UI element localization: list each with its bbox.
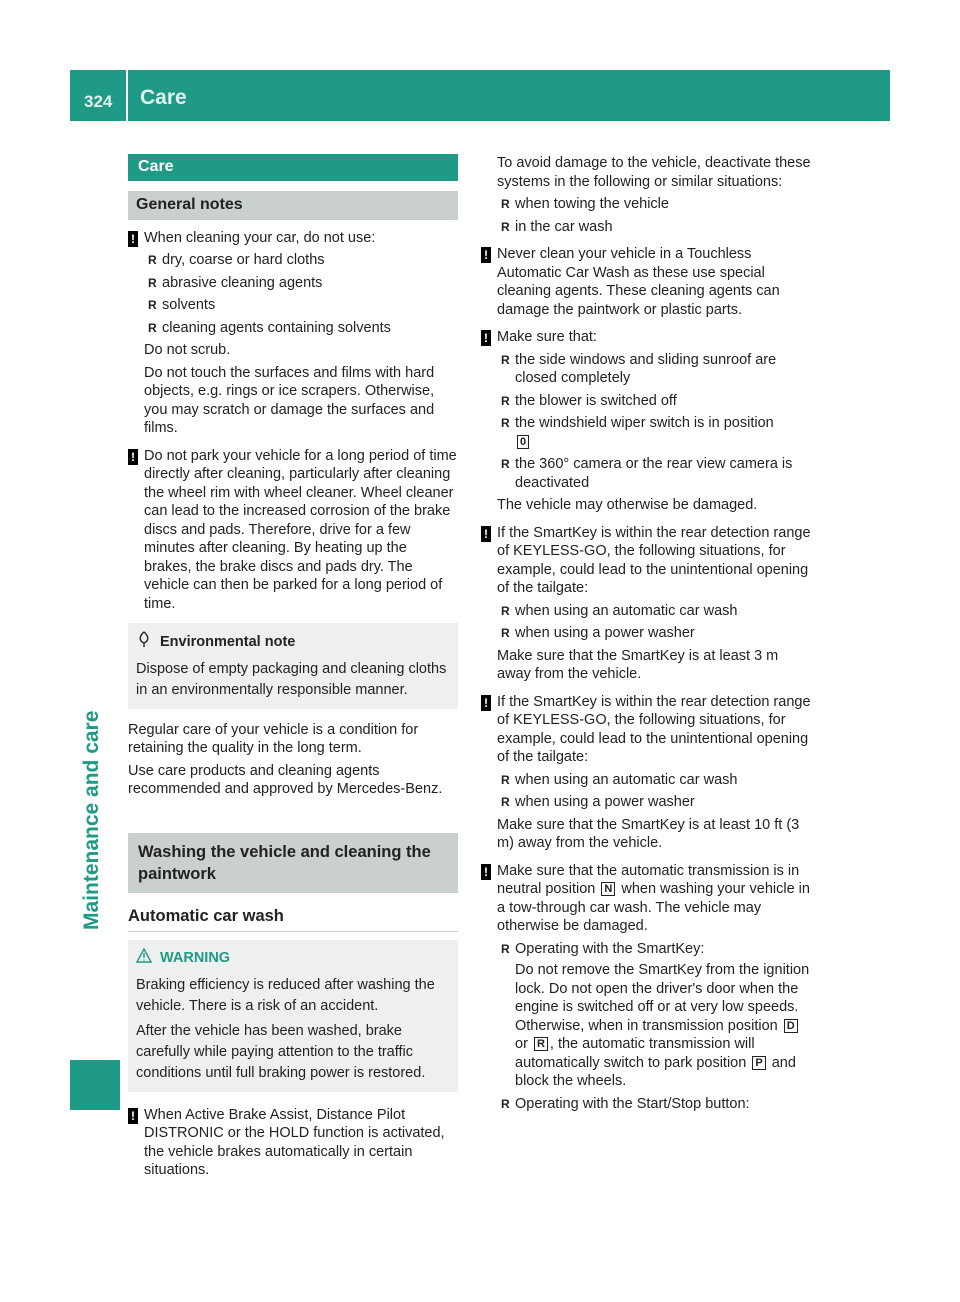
list-item: R the blower is switched off xyxy=(501,392,813,411)
list-item: R when using an automatic car wash xyxy=(501,602,813,621)
warning-triangle-icon xyxy=(136,948,152,969)
notice-parking xyxy=(128,447,458,614)
exclamation-icon: ! xyxy=(128,1108,138,1124)
list-item: R cleaning agents containing solvents xyxy=(148,319,458,338)
exclamation-icon: ! xyxy=(481,695,491,711)
notice-text: Do not touch the surfaces and films with hard objects, e.g. rings or ice scrapers. Otherwise, you may scratch or damage the surfaces and films. xyxy=(144,364,435,436)
notice-text: Make sure that: xyxy=(497,329,597,345)
environmental-note-title: Environmental note xyxy=(160,633,296,650)
left-column xyxy=(128,154,458,1180)
notice-text-part: Make sure that the automatic transmission is in neutral position xyxy=(497,862,800,897)
wiper-position-0-icon: 0 xyxy=(517,435,529,449)
notice-touchless xyxy=(481,245,813,319)
bullet-list xyxy=(501,602,813,643)
bullet-list xyxy=(485,195,813,236)
notice-smartkey-imperial xyxy=(481,693,813,853)
notice-text: Do not scrub. xyxy=(144,342,231,358)
notice-cleaning xyxy=(128,229,458,438)
page-number: 324 xyxy=(84,92,113,111)
notice-make-sure xyxy=(481,328,813,515)
gear-p-icon: P xyxy=(752,1056,765,1070)
list-item: R Operating with the Start/Stop button: xyxy=(501,1095,813,1114)
leaf-icon xyxy=(136,631,152,653)
list-item: R the 360° camera or the rear view camera is deactivated xyxy=(501,455,813,492)
paragraph: Use care products and cleaning agents recommended and approved by Mercedes-Benz. xyxy=(128,762,443,797)
bullet-list xyxy=(501,771,813,812)
paragraph: To avoid damage to the vehicle, deactivate these systems in the following or similar situations: xyxy=(497,155,811,190)
warning-box xyxy=(128,940,458,1092)
notice-text: Make sure that the SmartKey is at least 10 ft (3 m) away from the vehicle. xyxy=(497,816,800,851)
exclamation-icon: ! xyxy=(481,247,491,263)
section-title-washing: Washing the vehicle and cleaning the paintwork xyxy=(128,833,458,893)
notice-text: If the SmartKey is within the rear detection range of KEYLESS-GO, the following situations, for example, could lead to the unintentional opening of the tailgate: xyxy=(497,524,811,596)
list-item: R solvents xyxy=(148,296,458,315)
list-item-title: Operating with the SmartKey: xyxy=(515,940,705,957)
warning-title: WARNING xyxy=(160,950,231,966)
sidebar-marker xyxy=(70,1060,120,1110)
warning-header xyxy=(136,948,450,969)
exclamation-icon: ! xyxy=(128,449,138,465)
notice-text: If the SmartKey is within the rear detection range of KEYLESS-GO, the following situations, for example, could lead to the unintentional opening of the tailgate: xyxy=(497,693,811,765)
list-item xyxy=(501,940,813,1091)
environmental-note xyxy=(128,623,458,709)
sidebar-chapter-label: Maintenance and care xyxy=(80,710,103,930)
bullet-list xyxy=(501,940,813,1114)
gear-r-icon: R xyxy=(534,1037,548,1051)
list-item: R dry, coarse or hard cloths xyxy=(148,251,458,270)
text-part: Do not remove the SmartKey from the ignition lock. Do not open the driver's door when the engine is switched off or at very low speeds. Otherwise, when in transmission position xyxy=(515,962,810,1034)
exclamation-icon: ! xyxy=(481,864,491,880)
list-item: R when using an automatic car wash xyxy=(501,771,813,790)
text-part: and block the wheels. xyxy=(515,1054,796,1089)
list-item xyxy=(501,414,813,451)
notice-text: Make sure that the SmartKey is at least 3 m away from the vehicle. xyxy=(497,647,779,682)
notice-brake-assist xyxy=(128,1106,458,1180)
notice-text-part: when washing your vehicle in a tow-through car wash. The vehicle may otherwise be damaged. xyxy=(497,881,810,934)
notice-text: Do not park your vehicle for a long period of time directly after cleaning, particularly after cleaning the wheel rim with wheel cleaner. Wheel cleaner can lead to the increased corrosion of the brake discs and pads. Therefore, drive for a few minutes after cleaning. By heating up the brakes, the brake discs and pads dry. The vehicle can then be parked for a long period of time. xyxy=(144,447,457,612)
exclamation-icon: ! xyxy=(481,330,491,346)
gear-n-icon: N xyxy=(601,882,615,896)
environmental-note-header xyxy=(136,631,450,653)
list-item-text: the windshield wiper switch is in position xyxy=(515,415,774,431)
exclamation-icon: ! xyxy=(481,526,491,542)
list-item: R abrasive cleaning agents xyxy=(148,274,458,293)
section-title: Care xyxy=(128,154,458,181)
list-item: R the side windows and sliding sunroof are closed completely xyxy=(501,351,813,388)
list-item: R when using a power washer xyxy=(501,624,813,643)
notice-text: When cleaning your car, do not use: xyxy=(144,229,376,246)
notice-text: When Active Brake Assist, Distance Pilot DISTRONIC or the HOLD function is activated, the vehicle brakes automatically in certain situations. xyxy=(144,1106,445,1178)
header-divider xyxy=(126,70,128,121)
notice-smartkey-metric xyxy=(481,524,813,684)
right-column xyxy=(481,154,813,1113)
notice-text: The vehicle may otherwise be damaged. xyxy=(497,497,758,513)
warning-text: Braking efficiency is reduced after washing the vehicle. There is a risk of an accident. xyxy=(136,976,435,1014)
bullet-list xyxy=(148,251,458,337)
header-title: Care xyxy=(140,86,187,109)
bullet-list xyxy=(501,351,813,493)
list-item-text xyxy=(515,961,813,1091)
list-item: R when towing the vehicle xyxy=(501,195,813,214)
environmental-note-text: Dispose of empty packaging and cleaning cloths in an environmentally responsible manner. xyxy=(136,660,447,698)
notice-transmission xyxy=(481,862,813,1114)
subheading-automatic-car-wash: Automatic car wash xyxy=(128,907,458,933)
list-item: R when using a power washer xyxy=(501,793,813,812)
text-part: , the automatic transmission will automatically switch to park position xyxy=(515,1036,755,1071)
page-header xyxy=(70,70,890,121)
subsection-title: General notes xyxy=(128,191,458,220)
exclamation-icon: ! xyxy=(128,231,138,247)
notice-text xyxy=(497,862,813,936)
text-part: or xyxy=(515,1036,528,1052)
notice-text: Never clean your vehicle in a Touchless Automatic Car Wash as these use special cleaning agents. These cleaning agents can damage the paintwork or plastic parts. xyxy=(497,246,780,318)
gear-d-icon: D xyxy=(784,1019,798,1033)
paragraph: Regular care of your vehicle is a condition for retaining the quality in the long term. xyxy=(128,721,419,756)
warning-text: After the vehicle has been washed, brake carefully while paying attention to the traffic conditions until full braking power is restored. xyxy=(136,1022,426,1081)
list-item: R in the car wash xyxy=(501,218,813,237)
